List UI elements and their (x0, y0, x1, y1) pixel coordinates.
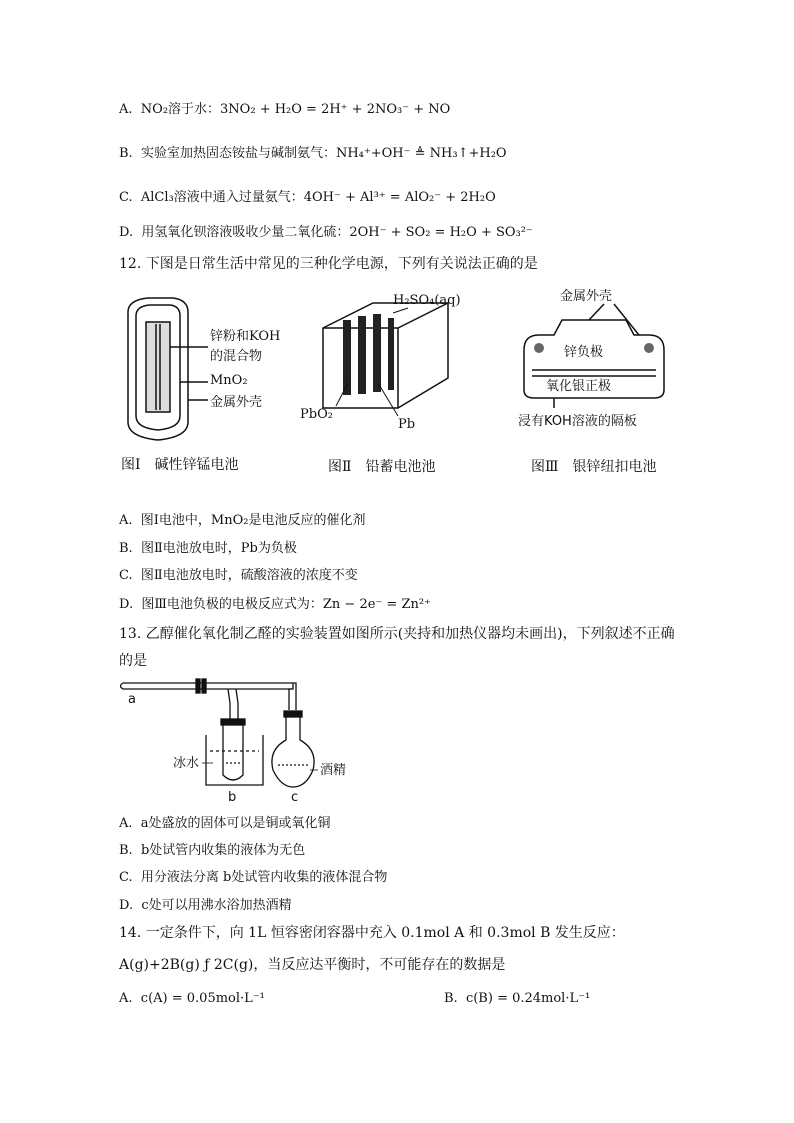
option-key: C. (119, 870, 133, 885)
q12-option-b (119, 540, 297, 558)
q14-option-a (119, 990, 265, 1008)
option-key: B. (119, 843, 133, 858)
label-b: b (228, 790, 237, 805)
option-text: c处可以用沸水浴加热酒精 (141, 898, 292, 913)
option-key: D. (119, 898, 134, 913)
option-text: 图Ⅱ电池放电时，硫酸溶液的浓度不变 (140, 568, 358, 583)
fig3-label-shell: 金属外壳 (560, 289, 613, 304)
q11-option-a (119, 101, 450, 119)
q11-option-c (119, 189, 496, 207)
fig1-label-shell: 金属外壳 (210, 395, 263, 410)
q12-stem: 12. 下图是日常生活中常见的三种化学电源，下列有关说法正确的是 (119, 256, 538, 272)
option-text: 图Ⅰ电池中，MnO₂是电池反应的催化剂 (140, 513, 366, 528)
q11-option-b (119, 145, 507, 163)
option-text: a处盛放的固体可以是铜或氧化铜 (140, 816, 331, 831)
q13-option-c (119, 869, 387, 887)
fig1-label-zinc-koh: 锌粉和KOH (210, 329, 281, 344)
option-text: c(A) = 0.05mol·L⁻¹ (140, 991, 265, 1006)
fig2-label-h2so4: H₂SO₄(aq) (393, 293, 461, 308)
option-text: b处试管内收集的液体为无色 (140, 843, 306, 858)
fig1-caption: 图Ⅰ 碱性锌锰电池 (121, 457, 239, 473)
fig3-label-silver-oxide: 氧化银正极 (546, 379, 612, 394)
option-key: B. (119, 541, 133, 556)
option-text: AlCl₃溶液中通入过量氨气：4OH⁻ + Al³⁺ = AlO₂⁻ + 2H₂O (140, 190, 496, 205)
label-alcohol: 酒精 (320, 763, 347, 778)
q13-option-a (119, 815, 331, 833)
option-text: 图Ⅱ电池放电时，Pb为负极 (140, 541, 297, 556)
option-key: D. (119, 597, 134, 612)
q14-option-b (444, 990, 590, 1008)
figure-alkaline-battery (118, 292, 308, 452)
label-a: a (128, 692, 136, 707)
q14-stem-line1: 14. 一定条件下，向 1L 恒容密闭容器中充入 0.1mol A 和 0.3mol B 发生反应： (119, 925, 625, 941)
q13-stem-line1: 13. 乙醇催化氧化制乙醛的实验装置如图所示(夹持和加热仪器均未画出)，下列叙述不正确 (119, 626, 675, 642)
fig1-label-mixture: 的混合物 (210, 349, 263, 364)
figure-lead-acid-battery (298, 288, 508, 438)
option-text: c(B) = 0.24mol·L⁻¹ (465, 991, 591, 1006)
option-text: NO₂溶于水：3NO₂ + H₂O = 2H⁺ + 2NO₃⁻ + NO (140, 102, 451, 117)
fig3-label-zinc-anode: 锌负极 (564, 345, 604, 360)
q13-stem-line2: 的是 (119, 653, 147, 669)
figure-button-battery (514, 280, 674, 440)
option-key: A. (119, 816, 133, 831)
option-text: 图Ⅲ电池负极的电极反应式为：Zn − 2e⁻ = Zn²⁺ (141, 597, 431, 612)
fig3-caption: 图Ⅲ 银锌纽扣电池 (531, 459, 657, 475)
fig2-caption: 图Ⅱ 铅蓄电池池 (328, 459, 436, 475)
label-ice-water: 冰水 (173, 756, 200, 771)
option-key: C. (119, 568, 133, 583)
q12-option-a (119, 512, 366, 530)
fig3-label-separator: 浸有KOH溶液的隔板 (518, 414, 637, 429)
q12-option-c (119, 567, 358, 585)
option-key: D. (119, 225, 134, 240)
option-key: C. (119, 190, 133, 205)
fig2-label-pb: Pb (398, 417, 416, 432)
q11-option-d (119, 224, 533, 242)
q12-option-d (119, 596, 431, 614)
option-key: A. (119, 513, 133, 528)
figure-ethanol-oxidation-apparatus (118, 675, 368, 810)
fig2-label-pbo2: PbO₂ (300, 407, 333, 422)
option-key: B. (119, 146, 133, 161)
option-text: 实验室加热固态铵盐与碱制氨气：NH₄⁺+OH⁻ ≜ NH₃↑+H₂O (140, 146, 507, 161)
q14-stem-line2: A(g)+2B(g) ƒ 2C(g)，当反应达平衡时，不可能存在的数据是 (119, 957, 506, 973)
option-text: 用分液法分离 b处试管内收集的液体混合物 (140, 870, 388, 885)
option-text: 用氢氧化钡溶液吸收少量二氧化硫：2OH⁻ + SO₂ = H₂O + SO₃²⁻ (141, 225, 533, 240)
q13-option-b (119, 842, 305, 860)
option-key: A. (119, 991, 133, 1006)
label-c: c (291, 790, 299, 805)
option-key: A. (119, 102, 133, 117)
fig1-label-mno2: MnO₂ (210, 373, 248, 388)
option-key: B. (444, 991, 458, 1006)
q13-option-d (119, 897, 292, 915)
